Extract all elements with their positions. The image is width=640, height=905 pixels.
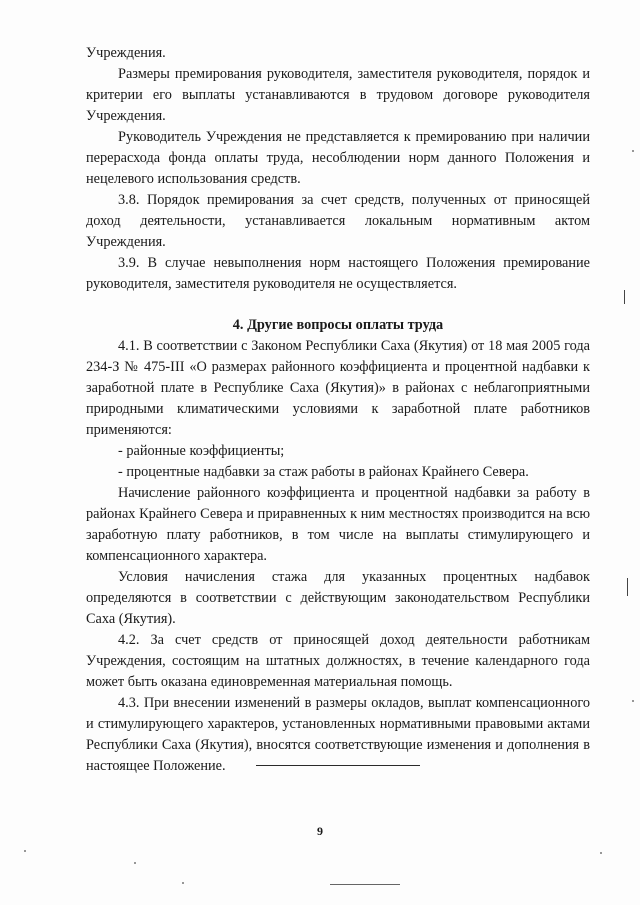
- scan-dot: [632, 700, 634, 702]
- list-item-regional-coefficients: - районные коэффициенты;: [118, 443, 285, 459]
- scan-mark: [627, 578, 628, 596]
- paragraph-accrual: Начисление районного коэффициента и процентной надбавки за работу в районах Крайнего Севера и приравненных к ним местностях производится на всю заработную плату работников, в том числе на выплаты стимулирующего и компенсационного характера.: [86, 485, 590, 564]
- paragraph-bonus-amounts: Размеры премирования руководителя, заместителя руководителя, порядок и критерии его выплаты устанавливаются в трудовом договоре руководителя Учреждения.: [86, 66, 590, 124]
- scan-dot: [600, 852, 602, 854]
- scan-mark: [624, 290, 625, 304]
- page-number: 9: [317, 824, 323, 838]
- scan-dot: [24, 850, 26, 852]
- paragraph-4-1: 4.1. В соответствии с Законом Республики Саха (Якутия) от 18 мая 2005 года 234-З № 475-III «О размерах районного коэффициента и процентной надбавки к заработной плате в Республике Саха (Якутия)» в районах с неблагоприятными природными климатическими условиями к заработной плате работников применяются:: [86, 338, 590, 438]
- paragraph-seniority-conditions: Условия начисления стажа для указанных процентных надбавок определяются в соответствии с действующим законодательством Республики Саха (Якутия).: [86, 569, 590, 627]
- end-divider: [256, 765, 420, 766]
- paragraph-3-8: 3.8. Порядок премирования за счет средств, полученных от приносящей доход деятельности, устанавливается локальным нормативным актом Учреждения.: [86, 192, 590, 250]
- paragraph-4-3: 4.3. При внесении изменений в размеры окладов, выплат компенсационного и стимулирующего характеров, установленных нормативными правовыми актами Республики Саха (Якутия), вносятся соответствующие изменения и дополнения в настоящее Положение.: [86, 695, 590, 774]
- scan-dot: [182, 882, 184, 884]
- document-body: [86, 43, 590, 777]
- scan-mark: [330, 884, 400, 885]
- paragraph-3-9: 3.9. В случае невыполнения норм настоящего Положения премирование руководителя, заместителя руководителя не осуществляется.: [86, 255, 590, 292]
- scan-dot: [134, 862, 136, 864]
- scan-dot: [632, 150, 634, 152]
- paragraph-bonus-exclusion: Руководитель Учреждения не представляется к премированию при наличии перерасхода фонда оплаты труда, несоблюдении норм данного Положения и нецелевого использования средств.: [86, 129, 590, 187]
- section-heading: 4. Другие вопросы оплаты труда: [232, 317, 444, 333]
- list-item-percentage-allowances: - процентные надбавки за стаж работы в районах Крайнего Севера.: [118, 464, 529, 480]
- paragraph-continuation: Учреждения.: [86, 45, 166, 61]
- paragraph-4-2: 4.2. За счет средств от приносящей доход деятельности работникам Учреждения, состоящим на штатных должностях, в течение календарного года может быть оказана единовременная материальная помощь.: [86, 632, 590, 690]
